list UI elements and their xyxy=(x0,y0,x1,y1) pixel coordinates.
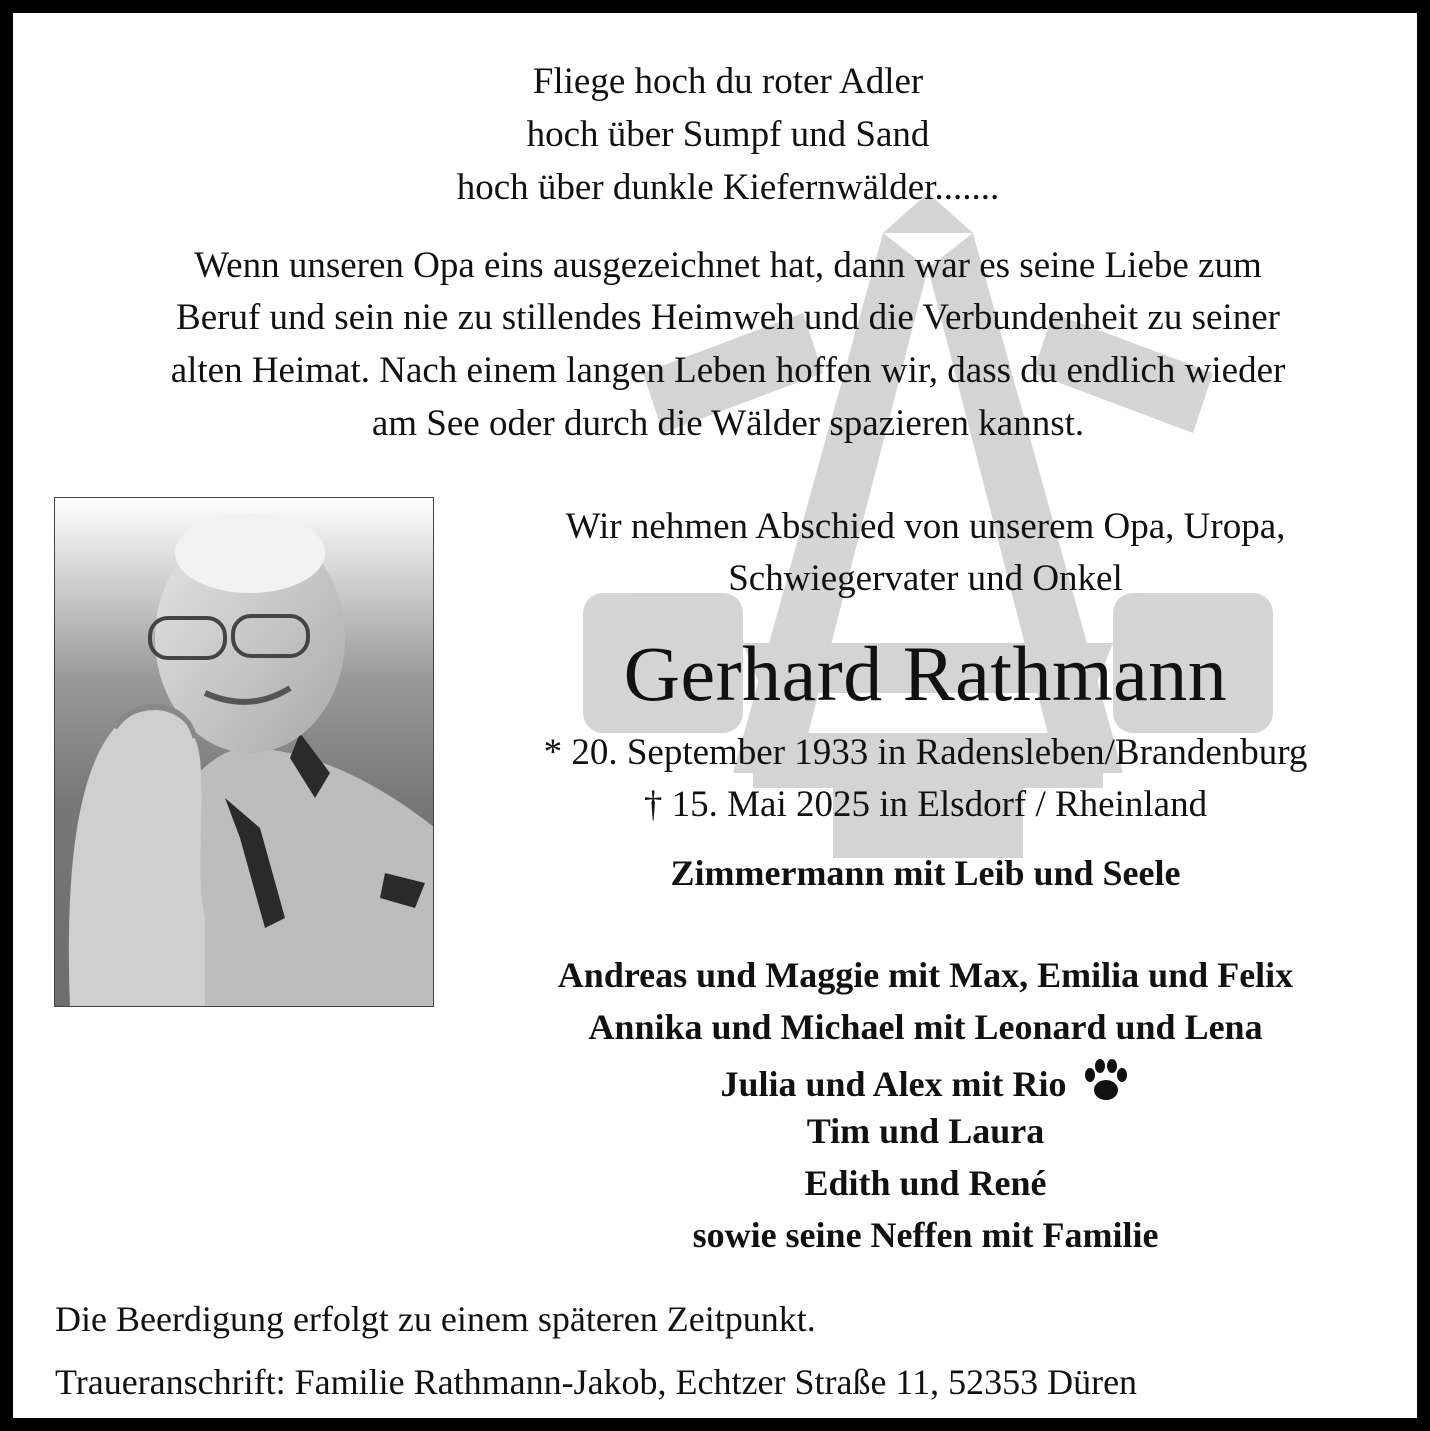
farewell-line-2: Schwiegervater und Onkel xyxy=(728,558,1123,599)
poem-line-2: hoch über Sumpf und Sand xyxy=(526,114,930,155)
poem-line-3: hoch über dunkle Kiefernwälder....... xyxy=(456,167,1000,208)
mourner-line-2: Annika und Michael mit Leonard und Lena xyxy=(588,1007,1263,1047)
motto: Zimmermann mit Leib und Seele xyxy=(670,853,1181,893)
tribute-line-4: am See oder durch die Wälder spazieren kannst. xyxy=(371,403,1085,444)
mourner-line-3-text: Julia und Alex mit Rio xyxy=(720,1064,1067,1104)
deceased-name: Gerhard Rathmann xyxy=(623,630,1228,717)
funeral-notice: Die Beerdigung erfolgt zu einem späteren Zeitpunkt. xyxy=(55,1299,816,1339)
portrait-illustration xyxy=(55,498,434,1007)
mourning-address: Traueranschrift: Familie Rathmann-Jakob, Echtzer Straße 11, 52353 Düren xyxy=(55,1362,1138,1402)
mourner-line-3 xyxy=(453,1058,1398,1111)
mourner-line-6: sowie seine Neffen mit Familie xyxy=(692,1215,1159,1255)
paw-print-icon xyxy=(1081,1058,1131,1111)
mourner-line-5: Edith und René xyxy=(804,1163,1047,1203)
death-date: † 15. Mai 2025 in Elsdorf / Rheinland xyxy=(643,784,1208,825)
mourner-line-4: Tim und Laura xyxy=(806,1111,1045,1151)
birth-date: * 20. September 1933 in Radensleben/Brandenburg xyxy=(543,732,1308,773)
portrait-photo xyxy=(54,497,434,1007)
farewell-line-1: Wir nehmen Abschied von unserem Opa, Uropa, xyxy=(565,506,1286,547)
tribute-line-3: alten Heimat. Nach einem langen Leben hoffen wir, dass du endlich wieder xyxy=(170,350,1286,391)
tribute-line-2: Beruf und sein nie zu stillendes Heimweh und die Verbundenheit zu seiner xyxy=(176,297,1280,338)
poem-line-1: Fliege hoch du roter Adler xyxy=(532,61,924,102)
tribute-line-1: Wenn unseren Opa eins ausgezeichnet hat, dann war es seine Liebe zum xyxy=(194,245,1262,286)
mourner-line-1: Andreas und Maggie mit Max, Emilia und Felix xyxy=(557,955,1294,995)
